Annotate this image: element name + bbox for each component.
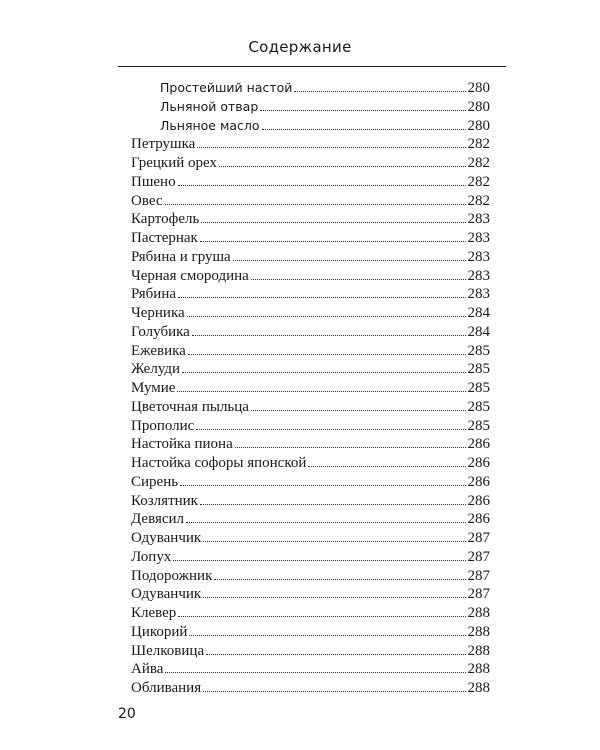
toc-entry-label: Клевер — [131, 605, 177, 621]
toc-entry-label: Одуванчик — [131, 530, 202, 546]
toc-entry-page: 283 — [467, 267, 490, 284]
toc-entry-label: Льняное масло — [160, 117, 260, 133]
toc-dot-leader — [173, 547, 465, 561]
toc-entry-label: Обливания — [131, 680, 202, 696]
toc-dot-leader — [203, 528, 465, 542]
toc-entry-page: 284 — [467, 305, 490, 321]
toc-entry — [131, 416, 490, 435]
toc-entry-page: 286 — [467, 511, 490, 528]
toc-entry-page: 285 — [467, 361, 490, 378]
toc-dot-leader — [200, 491, 466, 505]
toc-entry-label: Пшено — [131, 173, 176, 190]
toc-dot-leader — [178, 284, 465, 298]
toc-entry-label: Цветочная пыльца — [131, 398, 249, 415]
toc-entry-page: 280 — [467, 98, 490, 115]
toc-entry-label: Сирень — [131, 473, 179, 490]
toc-entry — [131, 472, 490, 491]
toc-entry-page: 282 — [467, 192, 490, 209]
toc-entry-label: Желуди — [131, 361, 181, 378]
toc-entry-label: Рябина и груша — [131, 248, 231, 265]
header-divider — [118, 66, 506, 67]
toc-entry-page: 283 — [467, 211, 490, 228]
toc-entry-page: 286 — [467, 492, 490, 509]
toc-entry — [131, 509, 490, 528]
toc-dot-leader — [186, 509, 465, 523]
toc-entry — [131, 116, 490, 135]
toc-entry-page: 284 — [467, 323, 490, 340]
toc-dot-leader — [178, 172, 466, 186]
page-number: 20 — [118, 706, 136, 722]
toc-entry — [131, 78, 490, 97]
toc-dot-leader — [182, 359, 465, 373]
toc-dot-leader — [188, 341, 466, 355]
toc-entry — [131, 247, 490, 266]
toc-entry — [131, 622, 490, 641]
toc-entry-page: 288 — [467, 680, 490, 696]
toc-dot-leader — [219, 153, 466, 167]
toc-entry — [131, 491, 490, 510]
toc-dot-leader — [203, 678, 465, 692]
toc-entry-label: Козлятник — [131, 492, 198, 509]
toc-dot-leader — [200, 228, 466, 242]
toc-dot-leader — [201, 209, 465, 223]
toc-entry — [131, 397, 490, 416]
toc-dot-leader — [165, 659, 465, 673]
toc-dot-leader — [262, 116, 466, 130]
toc-entry — [131, 659, 490, 678]
toc-entry-label: Рябина — [131, 286, 177, 303]
toc-entry-page: 285 — [467, 417, 490, 434]
toc-entry-page: 280 — [467, 117, 490, 134]
page-title: Содержание — [248, 38, 352, 56]
toc-entry-page: 288 — [467, 605, 490, 621]
toc-dot-leader — [233, 247, 466, 261]
toc-entry-page: 288 — [467, 642, 490, 659]
toc-dot-leader — [214, 566, 465, 580]
toc-dot-leader — [178, 603, 465, 617]
toc-dot-leader — [251, 397, 466, 411]
toc-entry-page: 288 — [467, 661, 490, 678]
toc-entry — [131, 641, 490, 660]
toc-entry-label: Мумие — [131, 380, 176, 396]
toc-entry — [131, 678, 490, 697]
toc-entry — [131, 191, 490, 210]
toc-entry — [131, 172, 490, 191]
toc-entry — [131, 341, 490, 360]
toc-entry — [131, 209, 490, 228]
toc-entry-label: Голубика — [131, 323, 190, 340]
toc-entry — [131, 434, 490, 453]
toc-entry-page: 285 — [467, 398, 490, 415]
toc-entry-page: 285 — [467, 342, 490, 359]
toc-dot-leader — [196, 416, 465, 430]
toc-entry — [131, 97, 490, 116]
toc-entry — [131, 322, 490, 341]
toc-entry-page: 287 — [467, 567, 490, 584]
toc-entry-page: 283 — [467, 230, 490, 246]
toc-entry — [131, 603, 490, 622]
toc-entry-label: Подорожник — [131, 567, 213, 584]
toc-entry — [131, 266, 490, 285]
toc-dot-leader — [189, 622, 465, 636]
toc-entry-label: Льняной отвар — [160, 98, 259, 114]
toc-dot-leader — [260, 97, 465, 111]
toc-entry-page: 282 — [467, 173, 490, 190]
toc-entry-page: 288 — [467, 623, 490, 640]
toc-entry — [131, 547, 490, 566]
toc-entry-page: 287 — [467, 586, 490, 603]
toc-entry — [131, 453, 490, 472]
toc-entry-label: Ежевика — [131, 342, 186, 359]
toc-dot-leader — [192, 322, 466, 336]
toc-entry-label: Петрушка — [131, 136, 196, 153]
toc-entry — [131, 566, 490, 585]
toc-entry — [131, 134, 490, 153]
toc-entry-page: 287 — [467, 548, 490, 565]
toc-dot-leader — [235, 434, 466, 448]
toc-dot-leader — [206, 641, 465, 655]
toc-entry-label: Лопух — [131, 548, 172, 565]
toc-dot-leader — [308, 453, 465, 467]
toc-entry — [131, 378, 490, 397]
toc-entry-label: Овес — [131, 192, 163, 209]
toc-entry-page: 283 — [467, 248, 490, 265]
toc-entry — [131, 228, 490, 247]
toc-entry-page: 287 — [467, 530, 490, 546]
toc-entry-page: 286 — [467, 455, 490, 471]
toc-entry-page: 285 — [467, 380, 490, 396]
toc-entry-label: Простейший настой — [160, 80, 293, 95]
toc-entry — [131, 528, 490, 547]
toc-dot-leader — [203, 584, 465, 598]
toc-entry-page: 282 — [467, 136, 490, 153]
toc-entry — [131, 153, 490, 172]
toc-entry — [131, 303, 490, 322]
toc-entry — [131, 284, 490, 303]
toc-entry-page: 282 — [467, 155, 490, 171]
toc-dot-leader — [177, 378, 465, 392]
toc-entry-label: Цикорий — [131, 623, 188, 640]
toc-entry-label: Настойка софоры японской — [131, 455, 307, 471]
toc-dot-leader — [180, 472, 465, 486]
toc-entry — [131, 584, 490, 603]
toc-entry-label: Айва — [131, 661, 164, 678]
toc-dot-leader — [197, 134, 465, 148]
toc-dot-leader — [187, 303, 466, 317]
toc-entry-page: 283 — [467, 286, 490, 303]
toc-entry-label: Одуванчик — [131, 586, 202, 603]
toc-entry-label: Картофель — [131, 211, 200, 228]
toc-dot-leader — [251, 266, 466, 280]
toc-entry-label: Черника — [131, 305, 185, 321]
toc-entry-page: 286 — [467, 473, 490, 490]
toc-entry-label: Девясил — [131, 511, 185, 528]
toc-entry-label: Шелковица — [131, 642, 205, 659]
toc-entry-page: 286 — [467, 436, 490, 453]
toc-entry-label: Прополис — [131, 417, 195, 434]
toc-entry-label: Пастернак — [131, 230, 198, 246]
table-of-contents — [131, 78, 490, 697]
toc-entry-label: Грецкий орех — [131, 155, 217, 171]
toc-entry-label: Черная смородина — [131, 267, 249, 284]
toc-dot-leader — [165, 191, 466, 205]
toc-entry-label: Настойка пиона — [131, 436, 233, 453]
toc-entry — [131, 359, 490, 378]
toc-dot-leader — [294, 78, 465, 92]
toc-entry-page: 280 — [467, 80, 490, 96]
